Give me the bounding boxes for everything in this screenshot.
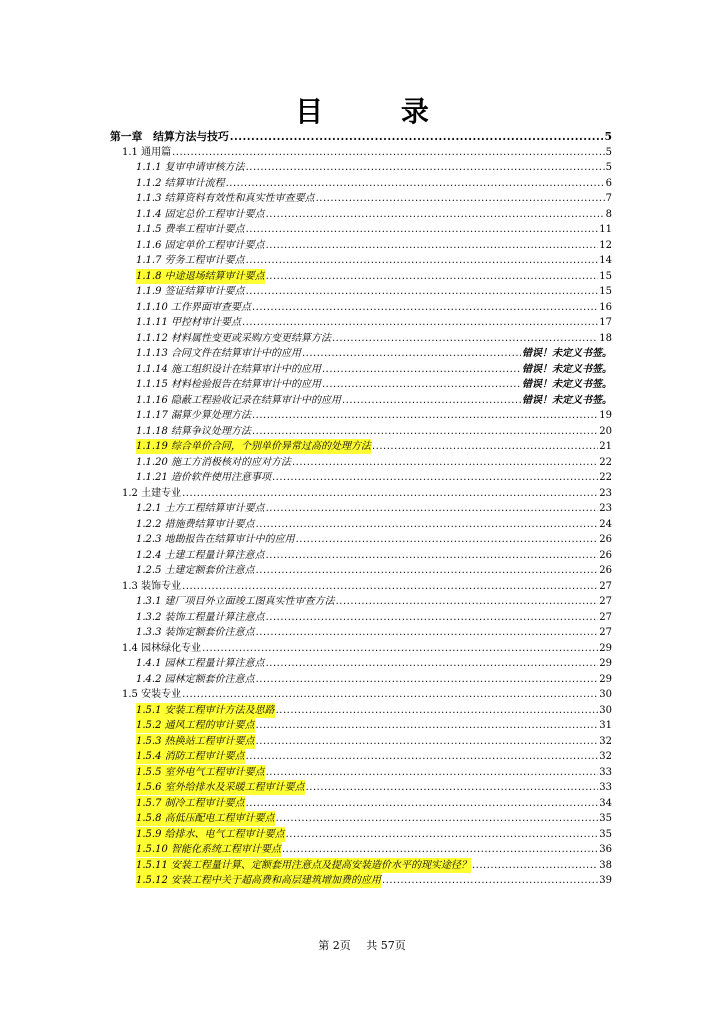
toc-entry[interactable] bbox=[136, 610, 612, 625]
toc-entry-label: 1.1.11 甲控材审计要点 bbox=[136, 317, 241, 328]
toc-entry-label: 1.2.2 措施费结算审计要点 bbox=[136, 518, 255, 530]
toc-entry-label: 1.1.13 合同文件在结算审计中的应用 bbox=[136, 348, 301, 359]
toc-page-number: 18 bbox=[599, 332, 612, 344]
toc-entry-label: 1.2.4 土建工程量计算注意点 bbox=[136, 549, 265, 561]
toc-dot-leader bbox=[242, 315, 598, 330]
toc-entry[interactable] bbox=[136, 377, 612, 392]
toc-dot-leader bbox=[266, 765, 599, 780]
toc-entry-label: 1.1.8 中途退场结算审计要点 bbox=[136, 270, 265, 282]
toc-dot-leader bbox=[182, 687, 598, 702]
toc-entry[interactable] bbox=[136, 300, 612, 315]
toc-entry-label: 1.4.2 园林定额套价注意点 bbox=[136, 673, 255, 685]
toc-entry-label: 1.1.18 结算争议处理方法 bbox=[136, 425, 251, 437]
toc-dot-leader bbox=[296, 532, 599, 547]
toc-bookmark-error: 错误！未定义书签。 bbox=[522, 348, 612, 359]
toc-entry[interactable] bbox=[136, 842, 612, 857]
toc-dot-leader bbox=[336, 594, 599, 609]
toc-dot-leader bbox=[246, 284, 599, 299]
toc-dot-leader bbox=[252, 424, 598, 439]
toc-dot-leader bbox=[202, 641, 598, 656]
toc-entry[interactable] bbox=[122, 486, 612, 501]
toc-entry-label: 1.1.21 造价软件使用注意事项 bbox=[136, 472, 271, 483]
toc-dot-leader bbox=[246, 796, 599, 811]
toc-page-number: 27 bbox=[599, 580, 612, 592]
toc-entry[interactable] bbox=[136, 207, 612, 222]
toc-entry-label: 第一章 结算方法与技巧 bbox=[110, 130, 229, 143]
toc-dot-leader bbox=[292, 455, 598, 470]
toc-entry-label: 1.5.7 制冷工程审计要点 bbox=[136, 797, 245, 809]
toc-entry-label: 1.5.2 通风工程的审计要点 bbox=[136, 720, 255, 731]
toc-page-number: 29 bbox=[599, 642, 612, 654]
toc-entry[interactable] bbox=[136, 284, 612, 299]
toc-dot-leader bbox=[372, 439, 598, 454]
toc-entry[interactable] bbox=[136, 455, 612, 470]
toc-page-number: 21 bbox=[599, 441, 612, 452]
toc-page-number: 33 bbox=[599, 766, 612, 778]
toc-dot-leader bbox=[266, 501, 599, 516]
toc-dot-leader bbox=[246, 222, 599, 237]
toc-entry[interactable] bbox=[136, 222, 612, 237]
toc-dot-leader bbox=[266, 548, 599, 563]
toc-entry[interactable] bbox=[136, 827, 612, 842]
toc-entry[interactable] bbox=[136, 393, 612, 408]
toc-dot-leader bbox=[246, 160, 605, 175]
toc-entry-label: 1.2.1 土方工程结算审计要点 bbox=[136, 503, 265, 514]
toc-entry[interactable] bbox=[136, 176, 612, 191]
toc-page-number: 26 bbox=[599, 549, 612, 561]
toc-dot-leader bbox=[256, 672, 599, 687]
toc-dot-leader bbox=[322, 377, 521, 392]
toc-entry[interactable] bbox=[136, 625, 612, 640]
toc-dot-leader bbox=[256, 718, 599, 733]
toc-bookmark-error: 错误！未定义书签。 bbox=[522, 363, 612, 375]
toc-entry[interactable] bbox=[136, 346, 612, 361]
toc-entry-label: 1.1.1 复审申请审核方法 bbox=[136, 162, 245, 173]
toc-entry[interactable] bbox=[136, 532, 612, 547]
toc-entry[interactable] bbox=[136, 858, 612, 873]
toc-entry[interactable] bbox=[136, 734, 612, 749]
toc-entry-label: 1.1.3 结算资料有效性和真实性审查要点 bbox=[136, 193, 315, 204]
toc-dot-leader bbox=[230, 129, 604, 144]
page-footer bbox=[0, 937, 724, 953]
toc-entry-label: 1.5.5 室外电气工程审计要点 bbox=[136, 766, 265, 778]
toc-entry[interactable] bbox=[122, 641, 612, 656]
toc-entry-label: 1.1.12 材料属性变更或采购方变更结算方法 bbox=[136, 332, 331, 344]
toc-dot-leader bbox=[182, 579, 598, 594]
toc-dot-leader bbox=[266, 238, 599, 253]
toc-page-number: 11 bbox=[599, 224, 612, 235]
toc-page-number: 38 bbox=[599, 859, 612, 871]
toc-entry-label: 1.1.10 工作界面审查要点 bbox=[136, 301, 251, 313]
toc-entry-label: 1.3.1 建厂项目外立面竣工图真实性审查方法 bbox=[136, 596, 335, 607]
toc-entry[interactable] bbox=[136, 331, 612, 346]
toc-entry-label: 1.1.15 材料检验报告在结算审计中的应用 bbox=[136, 379, 321, 390]
toc-dot-leader bbox=[256, 563, 599, 578]
toc-page-number: 16 bbox=[599, 301, 612, 313]
toc-page-number: 14 bbox=[599, 255, 612, 266]
toc-entry-label: 1.1.5 费率工程审计要点 bbox=[136, 224, 245, 235]
toc-entry-label: 1.1.14 施工组织设计在结算审计中的应用 bbox=[136, 363, 321, 375]
toc-entry[interactable] bbox=[136, 656, 612, 671]
toc-page-number: 30 bbox=[599, 704, 612, 716]
toc-entry[interactable] bbox=[136, 424, 612, 439]
toc-dot-leader bbox=[382, 873, 598, 888]
toc-entry-label: 1.1.2 结算审计流程 bbox=[136, 177, 225, 189]
toc-entry[interactable] bbox=[136, 703, 612, 718]
toc-entry-label: 1.1.19 综合单价合同，个别单价异常过高的处理方法 bbox=[136, 441, 371, 452]
toc-dot-leader bbox=[256, 734, 599, 749]
toc-page-number: 36 bbox=[599, 844, 612, 855]
toc-entry[interactable] bbox=[136, 362, 612, 377]
toc-page-number: 20 bbox=[599, 425, 612, 437]
toc-page-number: 27 bbox=[599, 596, 612, 607]
toc-dot-leader bbox=[266, 610, 599, 625]
toc-dot-leader bbox=[266, 269, 599, 284]
toc-page-number: 29 bbox=[599, 673, 612, 685]
toc-page-number: 5 bbox=[604, 130, 612, 143]
toc-dot-leader bbox=[322, 362, 521, 377]
toc-page-number: 22 bbox=[599, 456, 612, 468]
toc-entry[interactable] bbox=[136, 238, 612, 253]
toc-entry-label: 1.3.2 装饰工程量计算注意点 bbox=[136, 611, 265, 623]
toc-dot-leader bbox=[276, 703, 599, 718]
toc-dot-leader bbox=[246, 749, 599, 764]
toc-entry-label: 1.5.3 热换站工程审计要点 bbox=[136, 735, 255, 747]
toc-dot-leader bbox=[246, 253, 599, 268]
toc-entry-label: 1.1.7 劳务工程审计要点 bbox=[136, 255, 245, 266]
toc-dot-leader bbox=[226, 176, 605, 191]
toc-page-number: 27 bbox=[599, 611, 612, 623]
toc-dot-leader bbox=[306, 780, 599, 795]
toc-dot-leader bbox=[316, 191, 605, 206]
toc-entry-label: 1.2 土建专业 bbox=[122, 487, 182, 499]
toc-entry-label: 1.1.16 隐蔽工程验收记录在结算审计中的应用 bbox=[136, 394, 341, 406]
toc-entry[interactable] bbox=[136, 718, 612, 733]
toc-page-number: 35 bbox=[599, 813, 612, 824]
toc-page-number: 27 bbox=[599, 627, 612, 638]
toc-page-number: 30 bbox=[599, 689, 612, 700]
toc-entry[interactable] bbox=[136, 811, 612, 826]
toc-page-number: 8 bbox=[605, 208, 612, 220]
toc-entry-label: 1.3 装饰专业 bbox=[122, 580, 182, 592]
toc-dot-leader bbox=[182, 486, 598, 501]
toc-page-number: 39 bbox=[599, 875, 612, 886]
toc-page-number: 22 bbox=[599, 472, 612, 483]
toc-page-number: 23 bbox=[599, 503, 612, 514]
toc-entry-label: 1.5.6 室外给排水及采暖工程审计要点 bbox=[136, 782, 305, 793]
toc-entry[interactable] bbox=[136, 765, 612, 780]
toc-page-number: 31 bbox=[599, 720, 612, 731]
toc-entry-label: 1.1.6 固定单价工程审计要点 bbox=[136, 239, 265, 251]
toc-dot-leader bbox=[172, 145, 605, 160]
toc-page-number: 15 bbox=[599, 270, 612, 282]
toc-page-number: 24 bbox=[599, 518, 612, 530]
toc-dot-leader bbox=[272, 470, 598, 485]
toc-entry[interactable] bbox=[110, 129, 612, 144]
toc-entry[interactable] bbox=[122, 579, 612, 594]
toc-page-number: 29 bbox=[599, 658, 612, 669]
toc-entry-label: 1.4 园林绿化专业 bbox=[122, 642, 202, 654]
toc-entry-label: 1.2.5 土建定额套价注意点 bbox=[136, 565, 255, 576]
toc-entry[interactable] bbox=[136, 749, 612, 764]
toc-page-number: 5 bbox=[605, 162, 612, 173]
toc-entry-label: 1.1.4 固定总价工程审计要点 bbox=[136, 208, 265, 220]
page-title: 目 录 bbox=[295, 95, 463, 128]
toc-page-number: 26 bbox=[599, 534, 612, 545]
toc-entry[interactable] bbox=[136, 191, 612, 206]
toc-page-number: 23 bbox=[599, 487, 612, 499]
toc-entry-label: 1.5.12 安装工程中关于超高费和高层建筑增加费的应用 bbox=[136, 875, 381, 886]
toc-page-number: 15 bbox=[599, 286, 612, 297]
toc-dot-leader bbox=[256, 625, 599, 640]
toc-dot-leader bbox=[472, 858, 598, 873]
toc-entry[interactable] bbox=[136, 269, 612, 284]
toc-entry-label: 1.3.3 装饰定额套价注意点 bbox=[136, 627, 255, 638]
toc-dot-leader bbox=[252, 408, 598, 423]
current-page-number: 第 2页 bbox=[318, 939, 351, 952]
toc-page-number: 34 bbox=[599, 797, 612, 809]
toc-page-number: 12 bbox=[599, 239, 612, 251]
toc-dot-leader bbox=[252, 300, 598, 315]
toc-page-number: 5 bbox=[605, 146, 612, 158]
toc-entry[interactable] bbox=[136, 517, 612, 532]
toc-page-number: 32 bbox=[599, 751, 612, 762]
toc-bookmark-error: 错误！未定义书签。 bbox=[522, 379, 612, 390]
toc-dot-leader bbox=[302, 346, 521, 361]
toc-entry-label: 1.5 安装专业 bbox=[122, 689, 182, 700]
toc-entry-label: 1.5.4 消防工程审计要点 bbox=[136, 751, 245, 762]
toc-entry-label: 1.5.10 智能化系统工程审计要点 bbox=[136, 844, 281, 855]
toc-page-number: 26 bbox=[599, 565, 612, 576]
toc-dot-leader bbox=[342, 393, 521, 408]
toc-entry[interactable] bbox=[136, 439, 612, 454]
toc-entry-label: 1.5.9 给排水、电气工程审计要点 bbox=[136, 828, 285, 840]
toc-dot-leader bbox=[266, 207, 605, 222]
toc-entry-label: 1.5.8 高低压配电工程审计要点 bbox=[136, 813, 275, 824]
toc-dot-leader bbox=[276, 811, 599, 826]
toc-entry-label: 1.1.9 签证结算审计要点 bbox=[136, 286, 245, 297]
toc-entry[interactable] bbox=[136, 563, 612, 578]
toc-entry[interactable] bbox=[136, 796, 612, 811]
toc-dot-leader bbox=[266, 656, 599, 671]
toc-entry[interactable] bbox=[136, 873, 612, 888]
toc-entry-label: 1.5.1 安装工程审计方法及思路 bbox=[136, 704, 275, 716]
toc-entry[interactable] bbox=[136, 315, 612, 330]
toc-entry-label: 1.1.20 施工方消极核对的应对方法 bbox=[136, 456, 291, 468]
toc-page-number: 19 bbox=[599, 410, 612, 421]
toc-dot-leader bbox=[286, 827, 599, 842]
toc-page-number: 6 bbox=[605, 177, 612, 189]
toc-bookmark-error: 错误！未定义书签。 bbox=[522, 394, 612, 406]
toc-entry[interactable] bbox=[136, 160, 612, 175]
toc-entry[interactable] bbox=[136, 672, 612, 687]
toc-entry[interactable] bbox=[136, 253, 612, 268]
toc-entry[interactable] bbox=[122, 687, 612, 702]
toc-entry-label: 1.1 通用篇 bbox=[122, 146, 172, 158]
toc-entry[interactable] bbox=[122, 145, 612, 160]
toc-entry-label: 1.4.1 园林工程量计算注意点 bbox=[136, 658, 265, 669]
toc-page-number: 7 bbox=[605, 193, 612, 204]
toc-page-number: 33 bbox=[599, 782, 612, 793]
toc-page-number: 32 bbox=[599, 735, 612, 747]
toc-dot-leader bbox=[282, 842, 598, 857]
toc-entry[interactable] bbox=[136, 780, 612, 795]
toc-entry[interactable] bbox=[136, 470, 612, 485]
toc-entry-label: 1.1.17 漏算少算处理方法 bbox=[136, 410, 251, 421]
toc-dot-leader bbox=[332, 331, 598, 346]
toc-entry[interactable] bbox=[136, 548, 612, 563]
toc-entry-label: 1.2.3 地勘报告在结算审计中的应用 bbox=[136, 534, 295, 545]
toc-dot-leader bbox=[256, 517, 599, 532]
toc-entry-label: 1.5.11 安装工程量计算、定额套用注意点及提高安装造价水平的现实途径？ bbox=[136, 859, 471, 871]
toc-page-number: 35 bbox=[599, 828, 612, 840]
toc-entry[interactable] bbox=[136, 594, 612, 609]
toc-entry[interactable] bbox=[136, 501, 612, 516]
toc-page-number: 17 bbox=[599, 317, 612, 328]
total-page-count: 共 57页 bbox=[366, 939, 406, 952]
toc-entry[interactable] bbox=[136, 408, 612, 423]
